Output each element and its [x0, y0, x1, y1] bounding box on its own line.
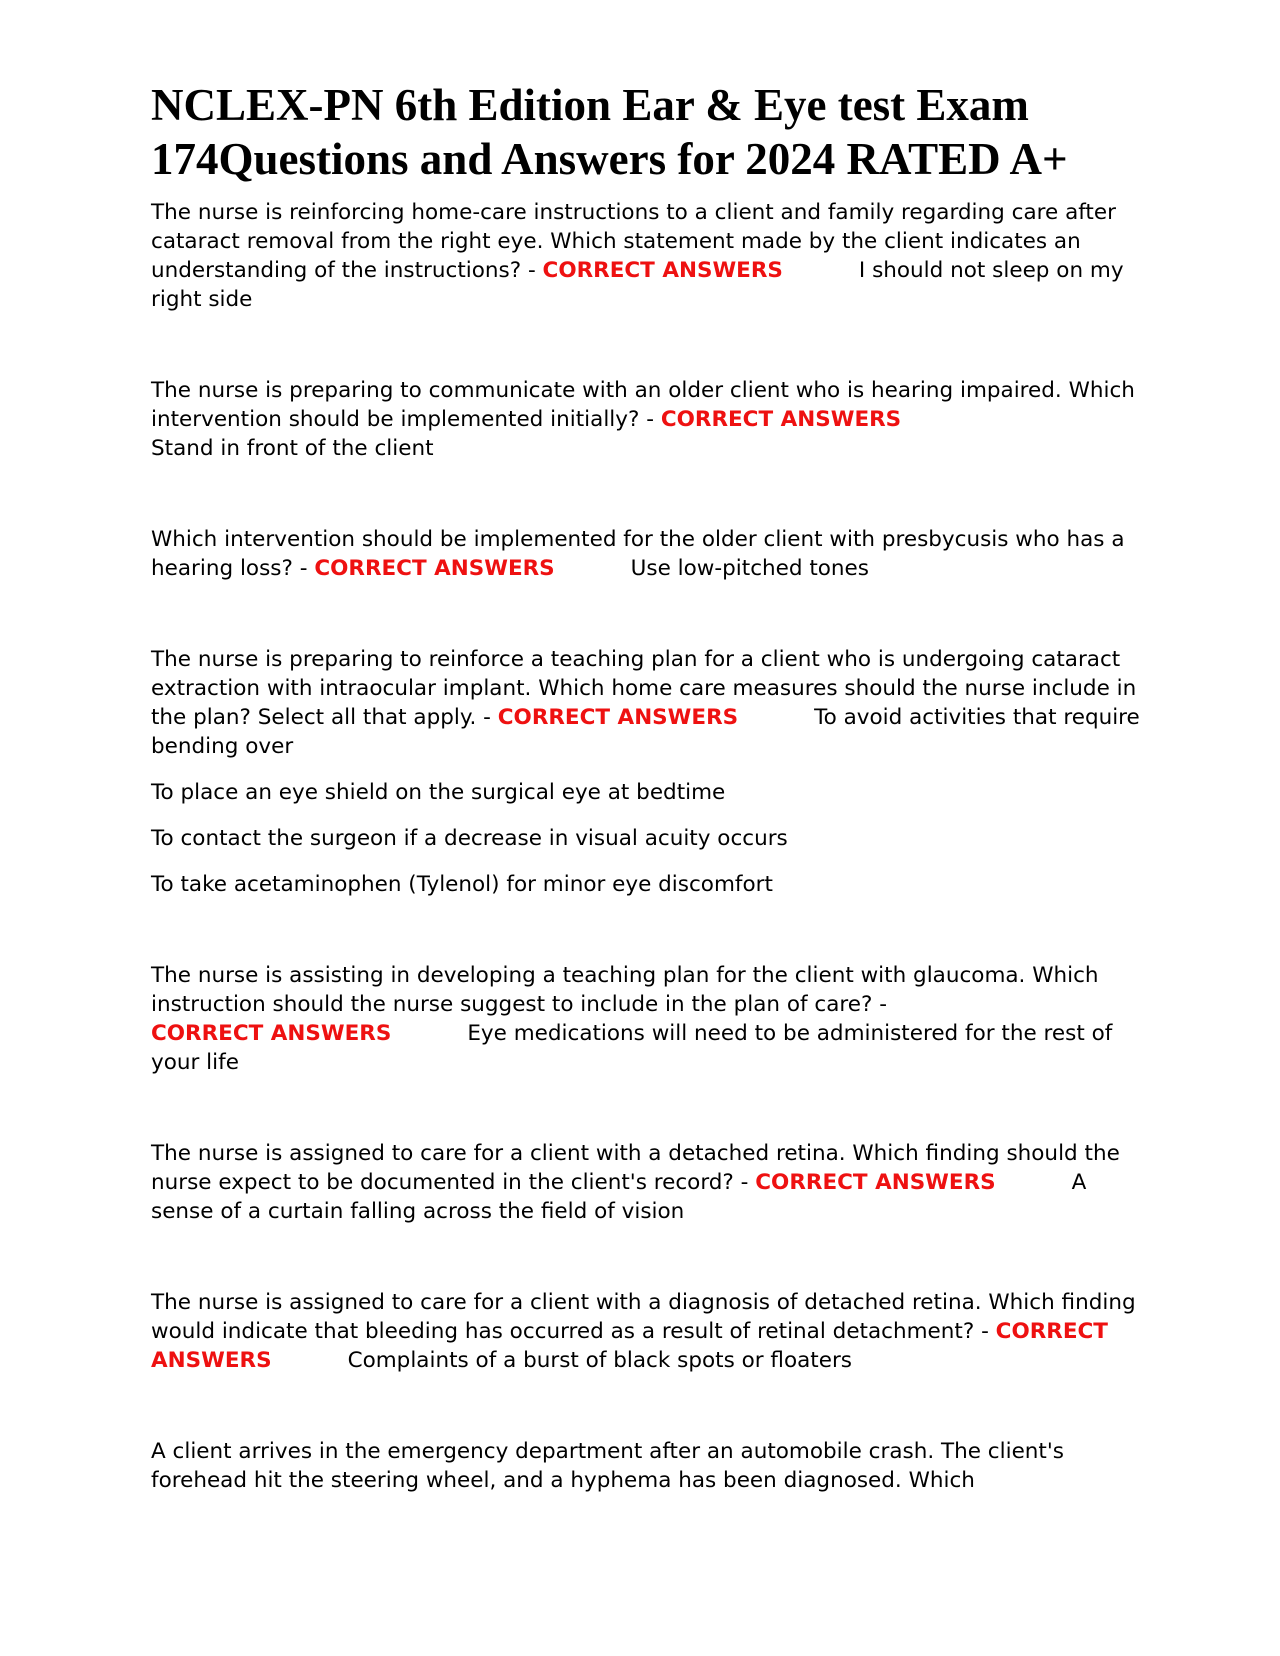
correct-answers-label: CORRECT ANSWERS — [497, 705, 739, 730]
answer-text: To avoid activities that require bending over — [151, 705, 1140, 759]
question-text: The nurse is reinforcing home-care instructions to a client and family regarding care after cataract removal from the right eye. Which statement made by the client indicates an understanding of the instructions? - — [151, 200, 1116, 283]
document-title — [151, 78, 1141, 186]
correct-answers-label: CORRECT ANSWERS — [660, 407, 902, 432]
document-page — [151, 78, 1141, 1495]
answer-line: To place an eye shield on the surgical eye at bedtime — [151, 780, 726, 805]
question-text: The nurse is assigned to care for a client with a detached retina. Which finding should the nurse expect to be documented in the client's record? - — [151, 1141, 1120, 1195]
correct-answers-label: CORRECT ANSWERS — [151, 1021, 392, 1046]
answer-text: Use low-pitched tones — [630, 556, 869, 581]
question-text: A client arrives in the emergency department after an automobile crash. The client's forehead hit the steering wheel, and a hyphema has been diagnosed. Which — [151, 1439, 1064, 1493]
qa-item-3 — [151, 525, 1141, 583]
question-text: Which intervention should be implemented for the older client with presbycusis who has a hearing loss? - — [151, 527, 1125, 581]
question-text: The nurse is assigned to care for a client with a diagnosis of detached retina. Which finding would indicate that bleeding has occurred as a result of retinal detachment? - — [151, 1290, 1136, 1344]
qa-item-4 — [151, 645, 1141, 761]
question-text: The nurse is assisting in developing a teaching plan for the client with glaucoma. Which instruction should the nurse suggest to include in the plan of care? - — [151, 963, 1099, 1017]
answer-text: I should not sleep on my right side — [151, 258, 1124, 312]
title-line-1: NCLEX-PN 6th Edition Ear & Eye test Exam — [151, 80, 1029, 130]
question-text: The nurse is preparing to communicate with an older client who is hearing impaired. Which intervention should be implemented initially? - — [151, 378, 1135, 432]
correct-answers-label: CORRECT ANSWERS — [151, 1319, 1108, 1373]
answer-text: Stand in front of the client — [151, 436, 434, 461]
answer-text: A sense of a curtain falling across the field of vision — [151, 1170, 1087, 1224]
answer-line: To take acetaminophen (Tylenol) for minor eye discomfort — [151, 872, 773, 897]
qa-item-8 — [151, 1437, 1141, 1495]
correct-answers-label: CORRECT ANSWERS — [755, 1170, 996, 1195]
answer-text: Eye medications will need to be administered for the rest of your life — [151, 1021, 1113, 1075]
qa-item-6 — [151, 1139, 1141, 1226]
qa-item-2 — [151, 376, 1141, 463]
correct-answers-label: CORRECT ANSWERS — [314, 556, 555, 581]
qa-item-7 — [151, 1288, 1141, 1375]
question-text: The nurse is preparing to reinforce a teaching plan for a client who is undergoing cataract extraction with intraocular implant. Which home care measures should the nurse include in the plan? Select all that apply. - — [151, 647, 1137, 730]
correct-answers-label: CORRECT ANSWERS — [542, 258, 783, 283]
qa-item-5 — [151, 961, 1141, 1077]
qa-item-1 — [151, 198, 1141, 314]
answer-line: To contact the surgeon if a decrease in visual acuity occurs — [151, 826, 788, 851]
title-line-2: 174Questions and Answers for 2024 RATED A+ — [151, 134, 1068, 184]
answer-text: Complaints of a burst of black spots or floaters — [347, 1348, 853, 1373]
